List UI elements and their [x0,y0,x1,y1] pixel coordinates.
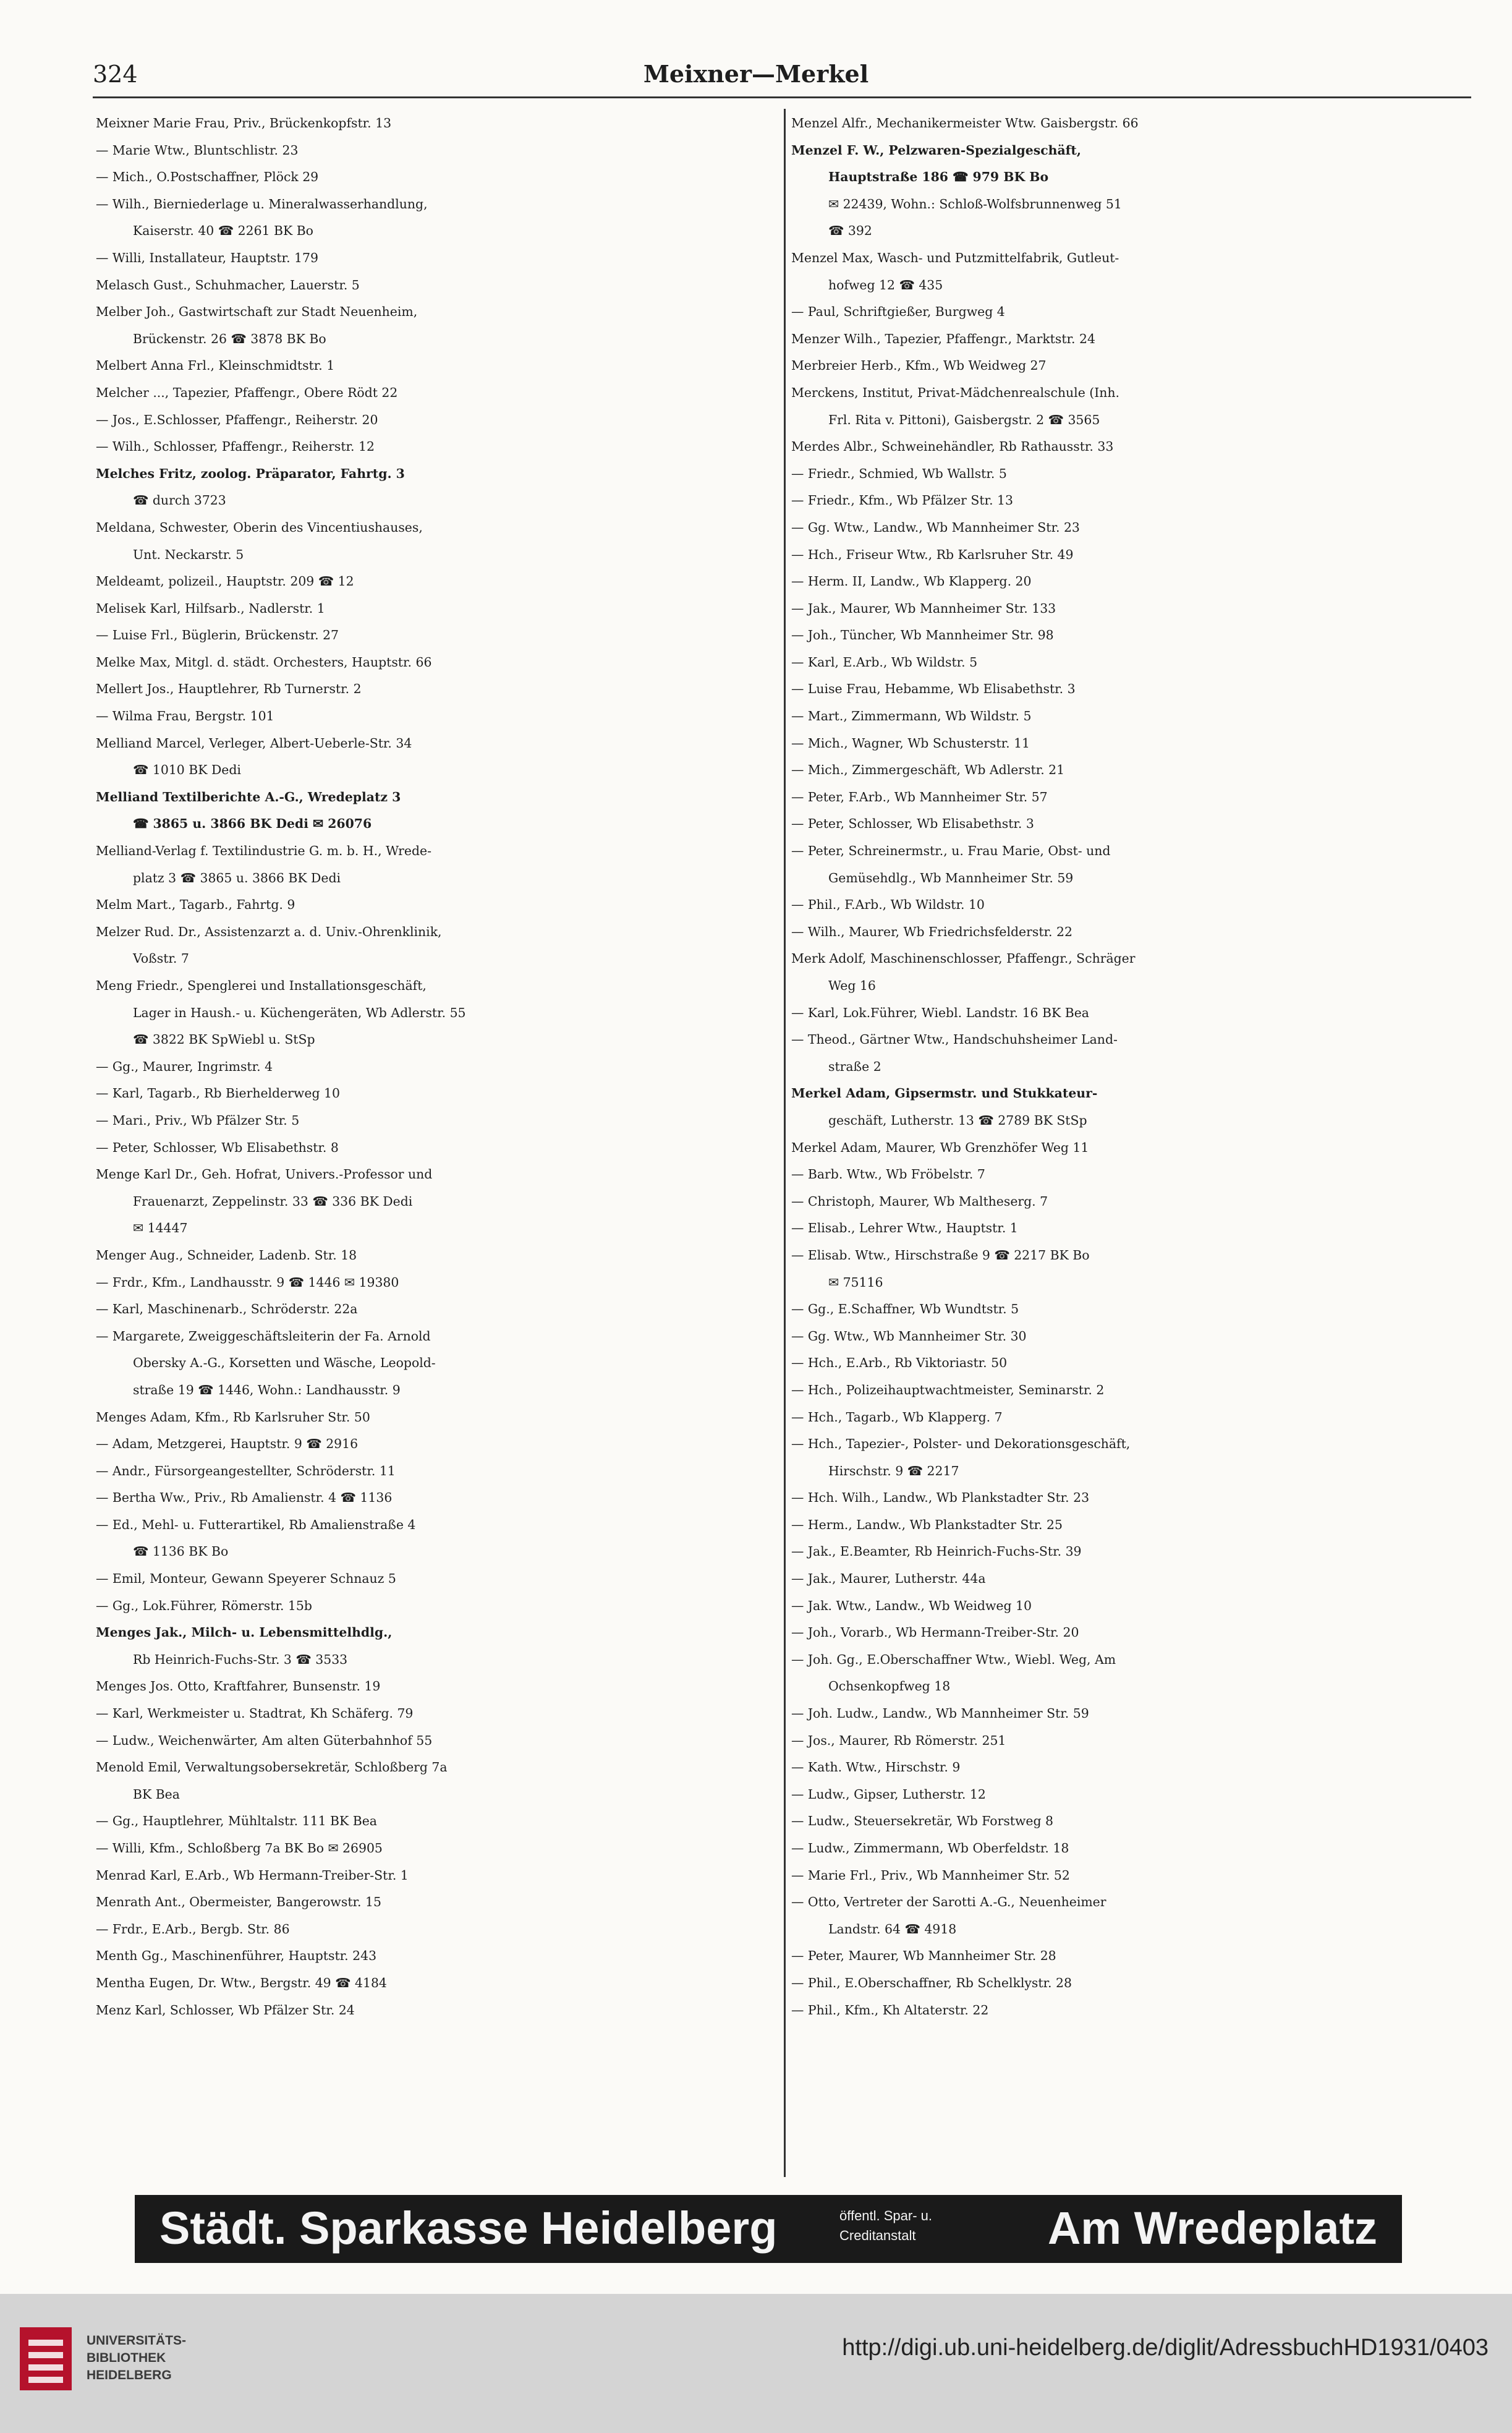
directory-entry: — Ed., Mehl- u. Futterartikel, Rb Amalienstraße 4 [96,1517,416,1532]
directory-entry: — Frdr., E.Arb., Bergb. Str. 86 [96,1921,290,1937]
directory-entry: Hirschstr. 9 ☎ 2217 [828,1463,959,1478]
directory-entry: — Willi, Installateur, Hauptstr. 179 [96,250,318,265]
left-column [96,110,776,2024]
directory-entry: — Jak., E.Beamter, Rb Heinrich-Fuchs-Str. 39 [791,1544,1082,1559]
directory-entry: — Mari., Priv., Wb Pfälzer Str. 5 [96,1112,300,1128]
directory-entry: Menges Adam, Kfm., Rb Karlsruher Str. 50 [96,1409,370,1425]
directory-entry: Frauenarzt, Zeppelinstr. 33 ☎ 336 BK Dedi [133,1193,413,1209]
directory-entry: BK Bea [133,1786,180,1802]
directory-entry: Meldana, Schwester, Oberin des Vincentiushauses, [96,519,423,535]
directory-entry: Merckens, Institut, Privat-Mädchenrealschule (Inh. [791,385,1120,400]
directory-entry: — Gg., Maurer, Ingrimstr. 4 [96,1059,273,1074]
directory-entry: Melke Max, Mitgl. d. städt. Orchesters, Hauptstr. 66 [96,654,432,670]
directory-entry: — Mich., O.Postschaffner, Plöck 29 [96,169,319,185]
directory-entry: Merk Adolf, Maschinenschlosser, Pfaffengr., Schräger [791,951,1136,966]
directory-entry: Weg 16 [828,978,876,993]
directory-entry: — Phil., F.Arb., Wb Wildstr. 10 [791,897,985,913]
banner-small-text [839,2206,938,2246]
directory-entry: — Jos., E.Schlosser, Pfaffengr., Reiherstr. 20 [96,412,378,427]
directory-entry: — Joh. Gg., E.Oberschaffner Wtw., Wiebl. Weg, Am [791,1651,1116,1667]
directory-entry: — Karl, Werkmeister u. Stadtrat, Kh Schäferg. 79 [96,1706,414,1721]
directory-entry: Meng Friedr., Spenglerei und Installationsgeschäft, [96,978,427,993]
directory-entry: — Jak., Maurer, Lutherstr. 44a [791,1571,986,1587]
directory-entry: Brückenstr. 26 ☎ 3878 BK Bo [133,331,326,346]
directory-entry: Menger Aug., Schneider, Ladenb. Str. 18 [96,1247,357,1263]
directory-entry: Menrad Karl, E.Arb., Wb Hermann-Treiber-Str. 1 [96,1867,409,1883]
banner-small-line: Creditanstalt [839,2228,916,2243]
directory-entry: Menold Emil, Verwaltungsobersekretär, Schloßberg 7a [96,1760,448,1775]
viewer-footer [0,2294,1512,2433]
directory-entry: — Jak., Maurer, Wb Mannheimer Str. 133 [791,600,1056,616]
directory-entry: Merkel Adam, Gipsermstr. und Stukkateur- [791,1086,1098,1101]
directory-entry: geschäft, Lutherstr. 13 ☎ 2789 BK StSp [828,1112,1087,1128]
directory-entry: Obersky A.-G., Korsetten und Wäsche, Leopold- [133,1355,436,1371]
directory-entry: Merkel Adam, Maurer, Wb Grenzhöfer Weg 11 [791,1140,1089,1155]
header-rule [93,96,1471,98]
directory-entry: — Hch., Friseur Wtw., Rb Karlsruher Str. 49 [791,547,1074,562]
directory-entry: — Theod., Gärtner Wtw., Handschuhsheimer Land- [791,1032,1118,1047]
directory-entry: ☎ 392 [828,223,872,239]
directory-entry: — Peter, Schreinermstr., u. Frau Marie, Obst- und [791,843,1111,859]
directory-entry: — Gg., E.Schaffner, Wb Wundtstr. 5 [791,1302,1019,1317]
directory-entry: Merdes Albr., Schweinehändler, Rb Rathausstr. 33 [791,439,1114,454]
directory-entry: ☎ 1136 BK Bo [133,1544,229,1559]
banner-small-line: öffentl. Spar- u. [839,2208,933,2223]
directory-entry: — Luise Frau, Hebamme, Wb Elisabethstr. 3 [791,681,1076,697]
directory-entry: Melasch Gust., Schuhmacher, Lauerstr. 5 [96,277,360,292]
directory-entry: — Wilh., Schlosser, Pfaffengr., Reiherstr. 12 [96,439,375,454]
library-logo-icon [17,2325,74,2393]
directory-entry: — Mart., Zimmermann, Wb Wildstr. 5 [791,709,1032,724]
directory-entry: Gemüsehdlg., Wb Mannheimer Str. 59 [828,870,1074,885]
directory-entry: ✉ 75116 [828,1274,883,1290]
directory-entry: — Gg. Wtw., Landw., Wb Mannheimer Str. 23 [791,519,1080,535]
directory-entry: Menzel Alfr., Mechanikermeister Wtw. Gaisbergstr. 66 [791,116,1139,130]
institution-line: UNIVERSITÄTS- [87,2333,187,2348]
directory-entry: — Friedr., Schmied, Wb Wallstr. 5 [791,466,1007,481]
directory-entry: Frl. Rita v. Pittoni), Gaisbergstr. 2 ☎ 3565 [828,412,1100,427]
directory-entry: Menzel Max, Wasch- und Putzmittelfabrik, Gutleut- [791,250,1119,265]
directory-entry: Voßstr. 7 [133,951,189,966]
page-title: Meixner—Merkel [643,60,869,88]
directory-entry: — Paul, Schriftgießer, Burgweg 4 [791,304,1005,320]
source-url-link[interactable]: http://digi.ub.uni-heidelberg.de/diglit/AdressbuchHD1931/0403 [842,2335,1489,2361]
directory-entry: — Hch., Tagarb., Wb Klapperg. 7 [791,1409,1003,1425]
directory-entry: — Ludw., Zimmermann, Wb Oberfeldstr. 18 [791,1841,1069,1856]
directory-entry: — Herm., Landw., Wb Plankstadter Str. 25 [791,1517,1063,1532]
directory-entry: — Hch., Tapezier-, Polster- und Dekorationsgeschäft, [791,1436,1131,1452]
directory-entry: — Karl, Tagarb., Rb Bierhelderweg 10 [96,1086,340,1101]
right-column [791,110,1471,2024]
directory-entry: Menzel F. W., Pelzwaren-Spezialgeschäft, [791,142,1081,158]
directory-entry: Rb Heinrich-Fuchs-Str. 3 ☎ 3533 [133,1651,348,1667]
directory-entry: ☎ 3822 BK SpWiebl u. StSp [133,1032,315,1047]
directory-entry: — Barb. Wtw., Wb Fröbelstr. 7 [791,1167,985,1182]
directory-entry: — Marie Frl., Priv., Wb Mannheimer Str. 52 [791,1867,1070,1883]
directory-entry: — Otto, Vertreter der Sarotti A.-G., Neuenheimer [791,1894,1106,1910]
directory-entry: — Hch., Polizeihauptwachtmeister, Seminarstr. 2 [791,1382,1105,1397]
directory-entry: Melisek Karl, Hilfsarb., Nadlerstr. 1 [96,600,325,616]
directory-entry: — Marie Wtw., Bluntschlistr. 23 [96,142,299,158]
directory-entry: — Jak. Wtw., Landw., Wb Weidweg 10 [791,1598,1032,1613]
directory-entry: — Joh., Tüncher, Wb Mannheimer Str. 98 [791,628,1054,643]
directory-entry: Meldeamt, polizeil., Hauptstr. 209 ☎ 12 [96,574,354,589]
column-divider [784,109,786,2177]
directory-entry: — Elisab., Lehrer Wtw., Hauptstr. 1 [791,1221,1018,1236]
directory-entry: — Frdr., Kfm., Landhausstr. 9 ☎ 1446 ✉ 19380 [96,1274,399,1290]
directory-entry: — Wilma Frau, Bergstr. 101 [96,709,274,724]
directory-entry: — Christoph, Maurer, Wb Maltheserg. 7 [791,1193,1048,1209]
directory-entry: — Hch., E.Arb., Rb Viktoriastr. 50 [791,1355,1008,1371]
directory-entry: Melliand Marcel, Verleger, Albert-Ueberle-Str. 34 [96,735,412,751]
directory-entry: Menrath Ant., Obermeister, Bangerowstr. 15 [96,1894,381,1910]
directory-entry: Menth Gg., Maschinenführer, Hauptstr. 243 [96,1948,377,1964]
directory-entry: Kaiserstr. 40 ☎ 2261 BK Bo [133,223,313,239]
directory-entry: — Gg. Wtw., Wb Mannheimer Str. 30 [791,1328,1027,1344]
directory-entry: Lager in Haush.- u. Küchengeräten, Wb Adlerstr. 55 [133,1005,466,1020]
directory-entry: ✉ 14447 [133,1221,188,1236]
directory-entry: Melliand Textilberichte A.-G., Wredeplatz 3 [96,789,401,804]
directory-entry: — Bertha Ww., Priv., Rb Amalienstr. 4 ☎ 1136 [96,1490,393,1506]
directory-entry: Menges Jos. Otto, Kraftfahrer, Bunsenstr. 19 [96,1679,381,1694]
directory-entry: ☎ durch 3723 [133,493,226,508]
directory-entry: Mellert Jos., Hauptlehrer, Rb Turnerstr. 2 [96,681,362,697]
institution-line: HEIDELBERG [87,2368,172,2382]
directory-entry: — Mich., Wagner, Wb Schusterstr. 11 [791,735,1030,751]
directory-entry: Menge Karl Dr., Geh. Hofrat, Univers.-Professor und [96,1167,433,1182]
banner-right-text: Am Wredeplatz [1047,2202,1377,2254]
advertisement-banner [135,2195,1402,2263]
banner-left-text: Städt. Sparkasse Heidelberg [159,2202,778,2254]
directory-entry: Melzer Rud. Dr., Assistenzarzt a. d. Univ.-Ohrenklinik, [96,924,442,939]
directory-entry: ☎ 1010 BK Dedi [133,762,241,778]
directory-entry: Landstr. 64 ☎ 4918 [828,1921,957,1937]
directory-entry: Melm Mart., Tagarb., Fahrtg. 9 [96,897,295,913]
directory-entry: hofweg 12 ☎ 435 [828,277,943,292]
directory-entry: Merbreier Herb., Kfm., Wb Weidweg 27 [791,358,1047,373]
directory-entry: — Karl, Maschinenarb., Schröderstr. 22a [96,1302,358,1317]
directory-entry: Menges Jak., Milch- u. Lebensmittelhdlg., [96,1625,393,1640]
directory-entry: — Joh., Vorarb., Wb Hermann-Treiber-Str. 20 [791,1625,1079,1640]
directory-entry: — Andr., Fürsorgeangestellter, Schröderstr. 11 [96,1463,396,1478]
directory-entry: Unt. Neckarstr. 5 [133,547,244,562]
directory-entry: ☎ 3865 u. 3866 BK Dedi ✉ 26076 [133,816,372,832]
directory-entry: — Peter, Maurer, Wb Mannheimer Str. 28 [791,1948,1056,1964]
directory-entry: Melliand-Verlag f. Textilindustrie G. m. b. H., Wrede- [96,843,431,859]
directory-entry: — Friedr., Kfm., Wb Pfälzer Str. 13 [791,493,1013,508]
directory-entry: — Gg., Lok.Führer, Römerstr. 15b [96,1598,312,1613]
directory-entry: — Ludw., Steuersekretär, Wb Forstweg 8 [791,1813,1054,1829]
directory-entry: Melbert Anna Frl., Kleinschmidtstr. 1 [96,358,335,373]
institution-name [87,2332,186,2384]
directory-entry: straße 19 ☎ 1446, Wohn.: Landhausstr. 9 [133,1382,401,1397]
directory-entry: Mentha Eugen, Dr. Wtw., Bergstr. 49 ☎ 4184 [96,1975,387,1990]
directory-entry: Meixner Marie Frau, Priv., Brückenkopfstr. 13 [96,116,392,130]
directory-entry: platz 3 ☎ 3865 u. 3866 BK Dedi [133,870,341,885]
directory-entry: Melcher ..., Tapezier, Pfaffengr., Obere Rödt 22 [96,385,398,400]
directory-entry: — Ludw., Weichenwärter, Am alten Güterbahnhof 55 [96,1732,433,1748]
directory-entry: — Wilh., Bierniederlage u. Mineralwasserhandlung, [96,196,428,211]
directory-entry: — Karl, Lok.Führer, Wiebl. Landstr. 16 BK Bea [791,1005,1089,1020]
directory-entry: — Luise Frl., Büglerin, Brückenstr. 27 [96,628,339,643]
directory-entry: — Phil., E.Oberschaffner, Rb Schelklystr. 28 [791,1975,1072,1990]
directory-entry: — Mich., Zimmergeschäft, Wb Adlerstr. 21 [791,762,1065,778]
directory-entry: straße 2 [828,1059,881,1074]
directory-entry: ✉ 22439, Wohn.: Schloß-Wolfsbrunnenweg 51 [828,196,1122,211]
directory-entry: Ochsenkopfweg 18 [828,1679,951,1694]
directory-entry: Menz Karl, Schlosser, Wb Pfälzer Str. 24 [96,2002,355,2018]
directory-entry: Menzer Wilh., Tapezier, Pfaffengr., Marktstr. 24 [791,331,1095,346]
directory-entry: — Hch. Wilh., Landw., Wb Plankstadter Str. 23 [791,1490,1090,1506]
directory-entry: — Joh. Ludw., Landw., Wb Mannheimer Str. 59 [791,1706,1089,1721]
directory-entry: — Peter, Schlosser, Wb Elisabethstr. 3 [791,816,1034,832]
directory-entry: — Karl, E.Arb., Wb Wildstr. 5 [791,654,978,670]
directory-entry: — Jos., Maurer, Rb Römerstr. 251 [791,1732,1006,1748]
directory-entry: — Margarete, Zweiggeschäftsleiterin der Fa. Arnold [96,1328,431,1344]
directory-entry: — Gg., Hauptlehrer, Mühltalstr. 111 BK Bea [96,1813,377,1829]
directory-entry: Melber Joh., Gastwirtschaft zur Stadt Neuenheim, [96,304,418,320]
directory-entry: Melches Fritz, zoolog. Präparator, Fahrtg. 3 [96,466,405,481]
directory-entry: — Herm. II, Landw., Wb Klapperg. 20 [791,574,1032,589]
directory-entry: — Kath. Wtw., Hirschstr. 9 [791,1760,961,1775]
directory-entry: — Adam, Metzgerei, Hauptstr. 9 ☎ 2916 [96,1436,359,1452]
directory-entry: — Peter, Schlosser, Wb Elisabethstr. 8 [96,1140,339,1155]
directory-entry: Hauptstraße 186 ☎ 979 BK Bo [828,169,1049,185]
page-number: 324 [93,61,138,88]
institution-line: BIBLIOTHEK [87,2351,166,2365]
directory-entry: — Peter, F.Arb., Wb Mannheimer Str. 57 [791,789,1048,804]
directory-entry: — Elisab. Wtw., Hirschstraße 9 ☎ 2217 BK Bo [791,1247,1090,1263]
directory-entry: — Ludw., Gipser, Lutherstr. 12 [791,1786,986,1802]
directory-entry: — Phil., Kfm., Kh Altaterstr. 22 [791,2002,989,2018]
directory-entry: — Willi, Kfm., Schloßberg 7a BK Bo ✉ 26905 [96,1841,383,1856]
directory-entry: — Wilh., Maurer, Wb Friedrichsfelderstr. 22 [791,924,1072,939]
directory-entry: — Emil, Monteur, Gewann Speyerer Schnauz 5 [96,1571,396,1587]
